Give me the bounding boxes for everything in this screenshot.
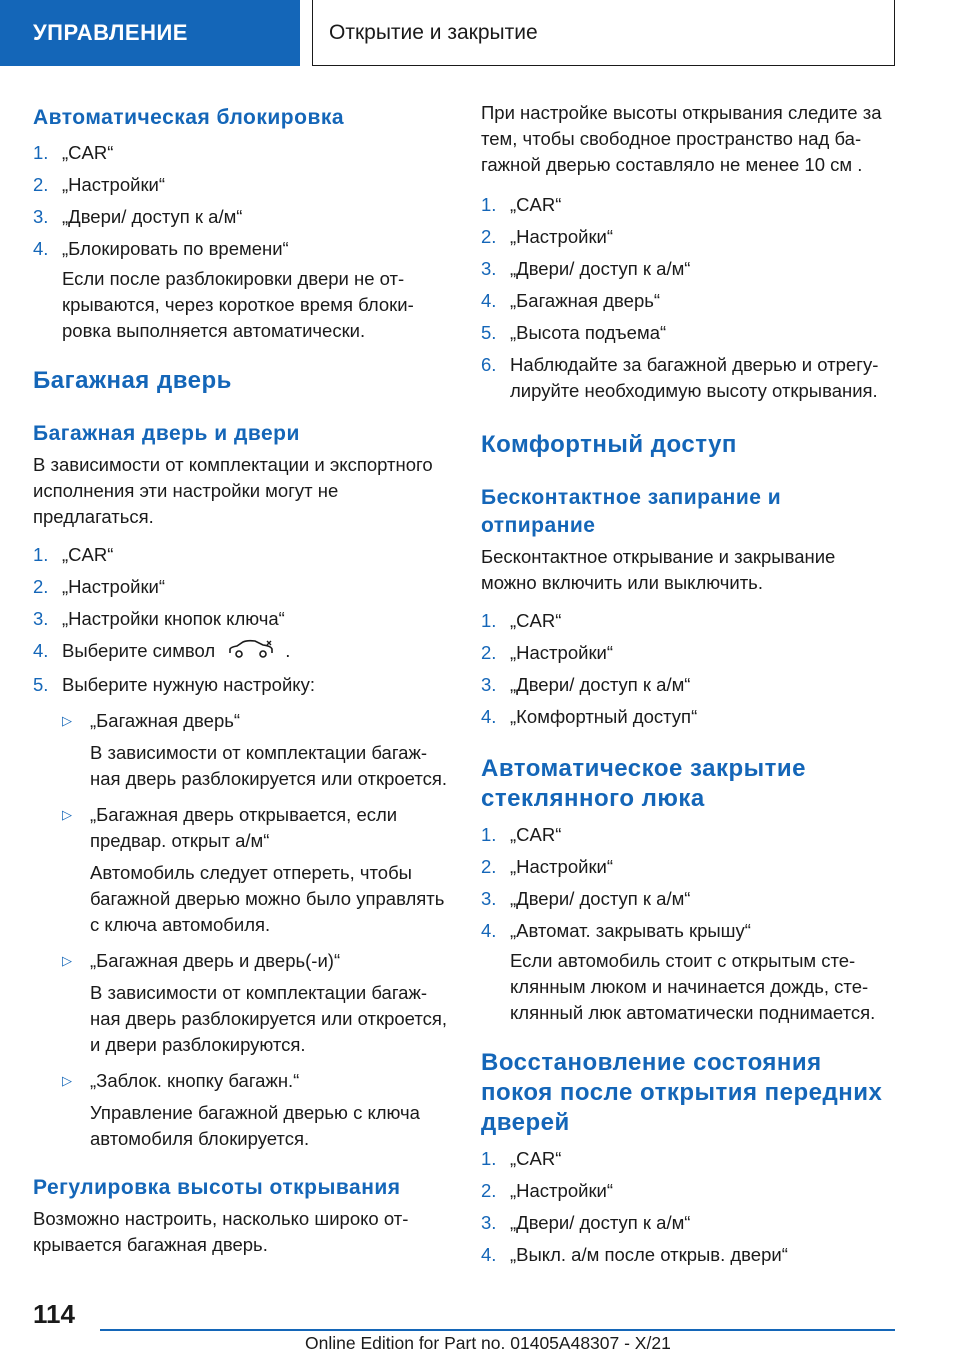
- right-column: [481, 100, 896, 1268]
- list-item: 1. „CAR“: [33, 544, 114, 565]
- comfort-steps: [481, 608, 896, 730]
- heading-auto-lock: Автоматическая блокировка: [33, 106, 345, 129]
- list-item: 2. „Настройки“: [33, 174, 166, 195]
- chapter-title: Открытие и закрытие: [329, 20, 538, 44]
- list-item: 1. „CAR“: [481, 610, 562, 631]
- list-item: 1. „CAR“: [481, 194, 562, 215]
- list-item: 3. „Двери/ доступ к а/м“: [33, 206, 243, 227]
- list-item: 5. „Высота подъема“: [481, 322, 667, 343]
- list-item: 1. „CAR“: [33, 142, 114, 163]
- height-steps: [481, 192, 896, 404]
- list-item: 2. „Настройки“: [481, 226, 614, 247]
- section-tab: [0, 0, 300, 66]
- list-item: 2. „Настройки“: [481, 1180, 614, 1201]
- list-item: 3. „Настройки кнопок ключа“: [33, 608, 285, 629]
- footer-edition: Online Edition for Part no. 01405A48307 - X/21: [305, 1333, 671, 1353]
- left-column: [33, 100, 448, 1258]
- option-item: ▷ „Багажная дверь и дверь(-и)“ В зависимости от комплектации багажная дверь разблокируется или откроется, и двери разблокируются.: [62, 949, 448, 1055]
- list-item: 2. „Настройки“: [33, 576, 166, 597]
- option-item: ▷ „Заблок. кнопку багажн.“ Управление багажной дверью с ключа автомобиля блокируется.: [62, 1069, 420, 1149]
- triangle-right-icon: ▷: [62, 952, 72, 968]
- height-intro: Возможно настроить, насколько широко открывается багажная дверь.: [33, 1207, 409, 1255]
- subheading-tailgate-doors: Багажная дверь и двери: [33, 422, 300, 445]
- step-note: Если после разблокировки двери не открываются, через короткое время блокировка выполняется автоматически.: [62, 268, 414, 341]
- tailgate-steps: [33, 542, 448, 698]
- tailgate-intro: В зависимости от комплектации и экспортного исполнения эти настройки могут не предлагаться.: [33, 454, 433, 527]
- car-tailgate-icon: [227, 639, 275, 666]
- height-note: При настройке высоты открывания следите за тем, чтобы свободное пространство над багажной дверью составляло не менее 10 см .: [481, 102, 882, 175]
- chapter-header: [312, 0, 895, 66]
- list-item: 3. „Двери/ доступ к а/м“: [481, 674, 691, 695]
- list-item: 3. „Двери/ доступ к а/м“: [481, 1212, 691, 1233]
- tailgate-options: [33, 708, 448, 1152]
- rest-steps: [481, 1146, 896, 1268]
- list-item: 6. Наблюдайте за багажной дверью и отрегулируйте необходимую высоту открывания.: [481, 354, 879, 401]
- heading-height: Регулировка высоты открывания: [33, 1175, 401, 1199]
- page-number: 114: [33, 1299, 75, 1329]
- heading-rest-state: Восстановление состояния покоя после открытия передних дверей: [481, 1049, 883, 1136]
- footer-divider: [100, 1329, 895, 1331]
- list-item: 4. „Выкл. а/м после открыв. двери“: [481, 1244, 788, 1265]
- subheading-keyless: Бесконтактное запирание и отпирание: [481, 486, 782, 537]
- step-note: Если автомобиль стоит с открытым стеклянным люком и начинается дождь, стеклянный люк автоматически поднимается.: [510, 950, 876, 1023]
- list-item: 4. Выберите символ .: [33, 638, 448, 666]
- triangle-right-icon: ▷: [62, 712, 72, 728]
- list-item: 1. „CAR“: [481, 1148, 562, 1169]
- list-item: 4. „Блокировать по времени“ Если после разблокировки двери не открываются, через короткое время блокировка выполняется автоматически.: [33, 236, 448, 344]
- heading-sunroof: Автоматическое закрытие стеклянного люка: [481, 755, 807, 812]
- auto-lock-steps: [33, 140, 448, 344]
- list-item: 4. „Комфортный доступ“: [481, 706, 698, 727]
- comfort-intro: Бесконтактное открывание и закрывание можно включить или выключить.: [481, 546, 836, 593]
- list-item: 3. „Двери/ доступ к а/м“: [481, 888, 691, 909]
- section-title: УПРАВЛЕНИЕ: [33, 20, 188, 45]
- heading-tailgate: Багажная дверь: [33, 367, 232, 394]
- option-item: ▷ „Багажная дверь“ В зависимости от комплектации багажная дверь разблокируется или откроется.: [62, 709, 448, 789]
- triangle-right-icon: ▷: [62, 1072, 72, 1088]
- list-item: 2. „Настройки“: [481, 856, 614, 877]
- heading-comfort: Комфортный доступ: [481, 431, 737, 458]
- list-item: 1. „CAR“: [481, 824, 562, 845]
- list-item: 5. Выберите нужную настройку:: [33, 673, 315, 695]
- sunroof-steps: [481, 822, 896, 1026]
- option-item: ▷ „Багажная дверь открывается, если предвар. открыт а/м“ Автомобиль следует отпереть, чтобы багажной дверью можно было управлять с ключа автомобиля.: [62, 803, 445, 935]
- list-item: 3. „Двери/ доступ к а/м“: [481, 258, 691, 279]
- list-item: 2. „Настройки“: [481, 642, 614, 663]
- list-item: 4. „Автомат. закрывать крышу“ Если автомобиль стоит с открытым стеклянным люком и начинается дождь, стеклянный люк автоматически поднимается.: [481, 918, 896, 1026]
- list-item: 4. „Багажная дверь“: [481, 290, 661, 311]
- triangle-right-icon: ▷: [62, 806, 72, 822]
